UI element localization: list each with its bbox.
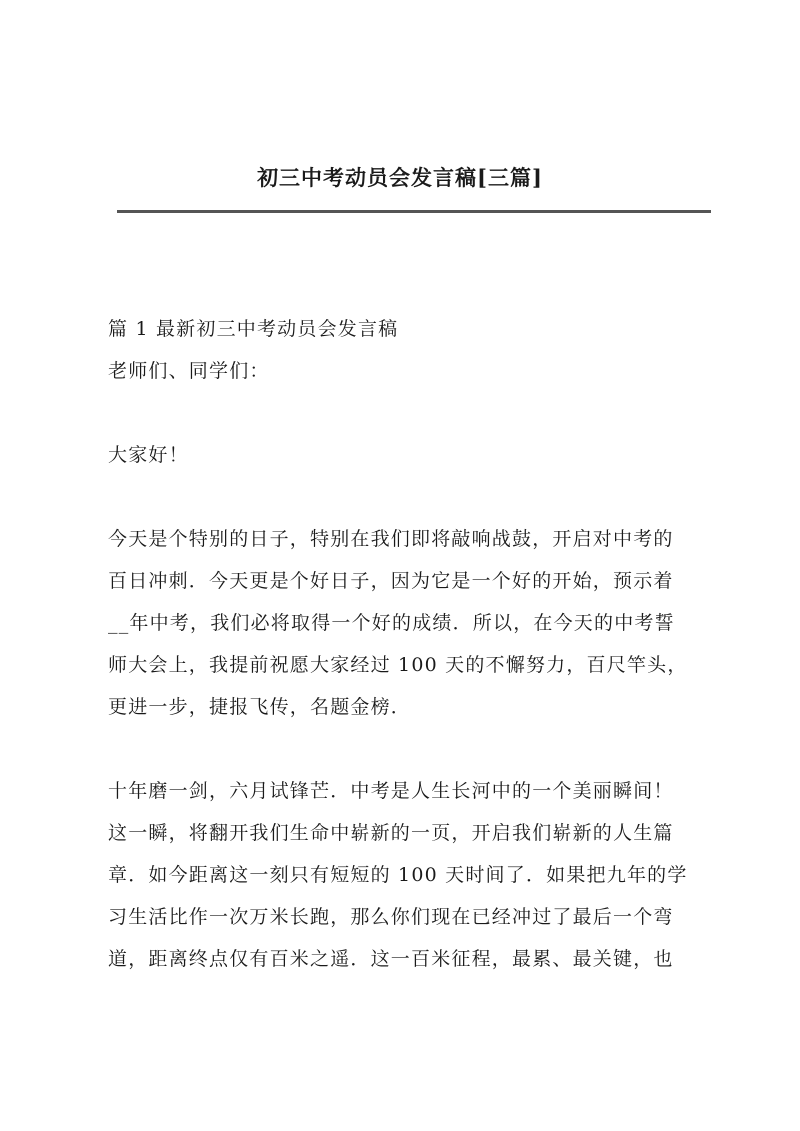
paragraph-line: 习生活比作一次万米长跑，那么你们现在已经冲过了最后一个弯 [108,906,674,928]
section-heading: 篇 1 最新初三中考动员会发言稿 [108,318,399,340]
paragraph-line: 道，距离终点仅有百米之遥．这一百米征程，最累、最关键，也 [108,948,674,970]
paragraph-line: 今天是个特别的日子，特别在我们即将敲响战鼓，开启对中考的 [108,528,674,550]
paragraph-line: __年中考，我们必将取得一个好的成绩．所以，在今天的中考誓 [108,612,675,634]
paragraph-line: 这一瞬，将翻开我们生命中崭新的一页，开启我们崭新的人生篇 [108,822,674,844]
document-title: 初三中考动员会发言稿[三篇] [257,165,543,190]
title-divider [117,210,711,213]
paragraph-line: 百日冲刺．今天更是个好日子，因为它是一个好的开始，预示着 [108,570,674,592]
paragraph-line: 章．如今距离这一刻只有短短的 100 天时间了．如果把九年的学 [108,864,688,886]
paragraph-line: 十年磨一剑，六月试锋芒．中考是人生长河中的一个美丽瞬间！ [108,780,674,802]
paragraph-line: 更进一步，捷报飞传，名题金榜． [108,696,412,718]
greeting: 大家好！ [108,444,189,466]
paragraph-line: 师大会上，我提前祝愿大家经过 100 天的不懈努力，百尺竿头， [108,654,688,676]
salutation: 老师们、同学们： [108,360,270,382]
